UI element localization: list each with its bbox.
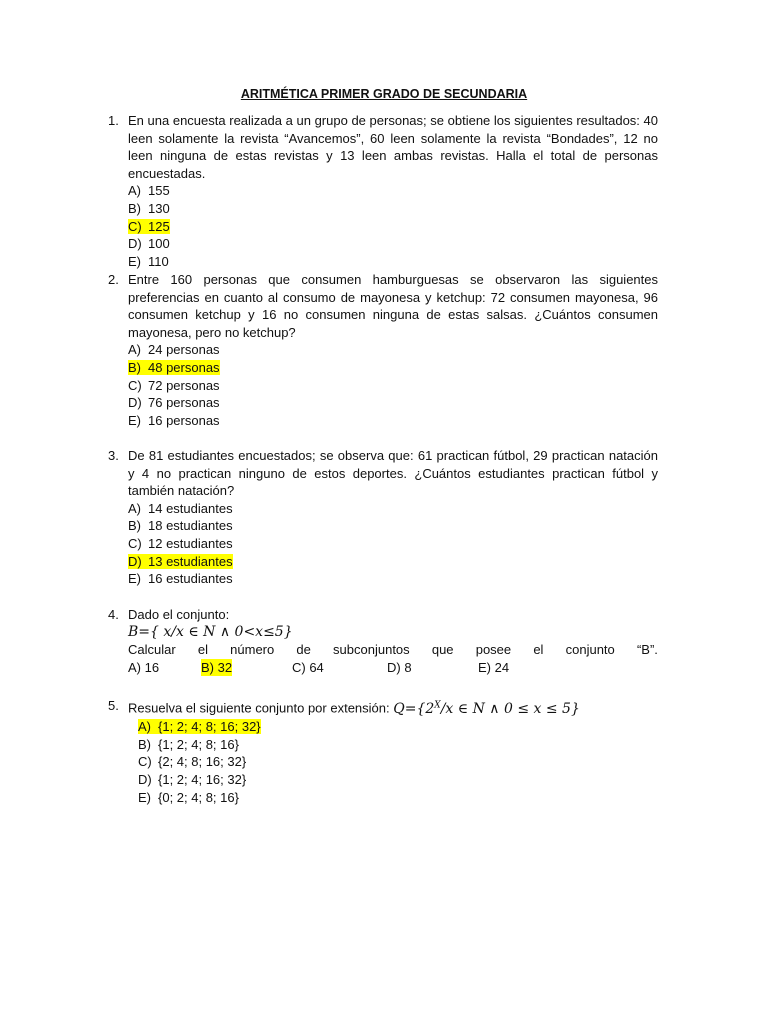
question-text: De 81 estudiantes encuestados; se observa que: 61 practican fútbol, 29 practican natación y 4 no practican ninguno de estos deportes. ¿Cuántos estudiantes practican fútbol y también natación? [128,448,658,499]
question-3 [110,447,658,588]
question-2 [110,271,658,429]
option-c: C) 64 [292,659,324,675]
option-e: E) {0; 2; 4; 8; 16} [138,789,239,805]
option-c-correct: C) 125 [128,218,170,234]
option-e: E) 16 personas [128,412,220,428]
option-b-correct: B) 32 [201,659,233,675]
question-text: Resuelva el siguiente conjunto por extensión: $Q=\{2^X/x$ ∈ N ∧ 0 ≤ x ≤ 5} [128,700,580,717]
set-formula: B={ x/x ∈ N ∧ 0<x≤5} [128,623,293,640]
question-number: 2. [108,272,119,287]
option-b-correct: B) 48 personas [128,359,220,375]
option-a: A) 14 estudiantes [128,500,233,516]
question-4 [110,606,658,677]
question-number: 5. [108,698,119,713]
question-text: Entre 160 personas que consumen hamburguesas se observaron las siguientes preferencias en cuanto al consumo de mayonesa y ketchup: 72 consumen mayonesa, 96 consumen ketchup y 16 no consumen ninguna de estas salsas. ¿Cuántos consumen mayonesa, pero no ketchup? [128,272,658,340]
option-e: E) 24 [478,659,510,675]
option-c: C) 12 estudiantes [128,535,233,551]
option-e: E) 110 [128,253,169,269]
question-text: En una encuesta realizada a un grupo de personas; se obtiene los siguientes resultados: 40 leen solamente la revista “Avancemos”, 60 leen solamente la revista “Bondades”, 12 no leen ninguna de estas revistas y 13 leen ambas revistas. Halla el total de personas encuestadas. [128,113,658,181]
question-number: 3. [108,448,119,463]
question-number: 4. [108,607,119,622]
option-d-correct: D) 13 estudiantes [128,553,233,569]
option-d: D) 76 personas [128,395,220,411]
option-a-correct: A) {1; 2; 4; 8; 16; 32} [138,719,261,735]
option-a: A) 24 personas [128,342,220,358]
question-text: Calcular el número de subconjuntos que posee el conjunto “B”. [128,642,658,658]
option-list [128,341,658,429]
question-1 [110,112,658,270]
option-a: A) 16 [128,659,160,675]
option-c: C) {2; 4; 8; 16; 32} [138,754,247,770]
option-list [138,718,658,806]
page-title: ARITMÉTICA PRIMER GRADO DE SECUNDARIA [240,87,528,101]
option-b: B) 130 [128,200,170,216]
set-formula: $Q=\{2^X/x$ ∈ N ∧ 0 ≤ x ≤ 5} [393,700,580,717]
option-d: D) {1; 2; 4; 16; 32} [138,772,247,788]
option-d: D) 8 [387,659,412,675]
option-list [128,182,658,270]
option-list [128,500,658,588]
option-b: B) 18 estudiantes [128,518,233,534]
question-number: 1. [108,113,119,128]
option-c: C) 72 personas [128,377,220,393]
option-b: B) {1; 2; 4; 8; 16} [138,736,239,752]
question-intro: Dado el conjunto: [128,607,230,622]
option-d: D) 100 [128,236,170,252]
option-a: A) 155 [128,183,170,199]
option-e: E) 16 estudiantes [128,571,233,587]
option-row [128,659,658,677]
question-5 [110,697,658,806]
